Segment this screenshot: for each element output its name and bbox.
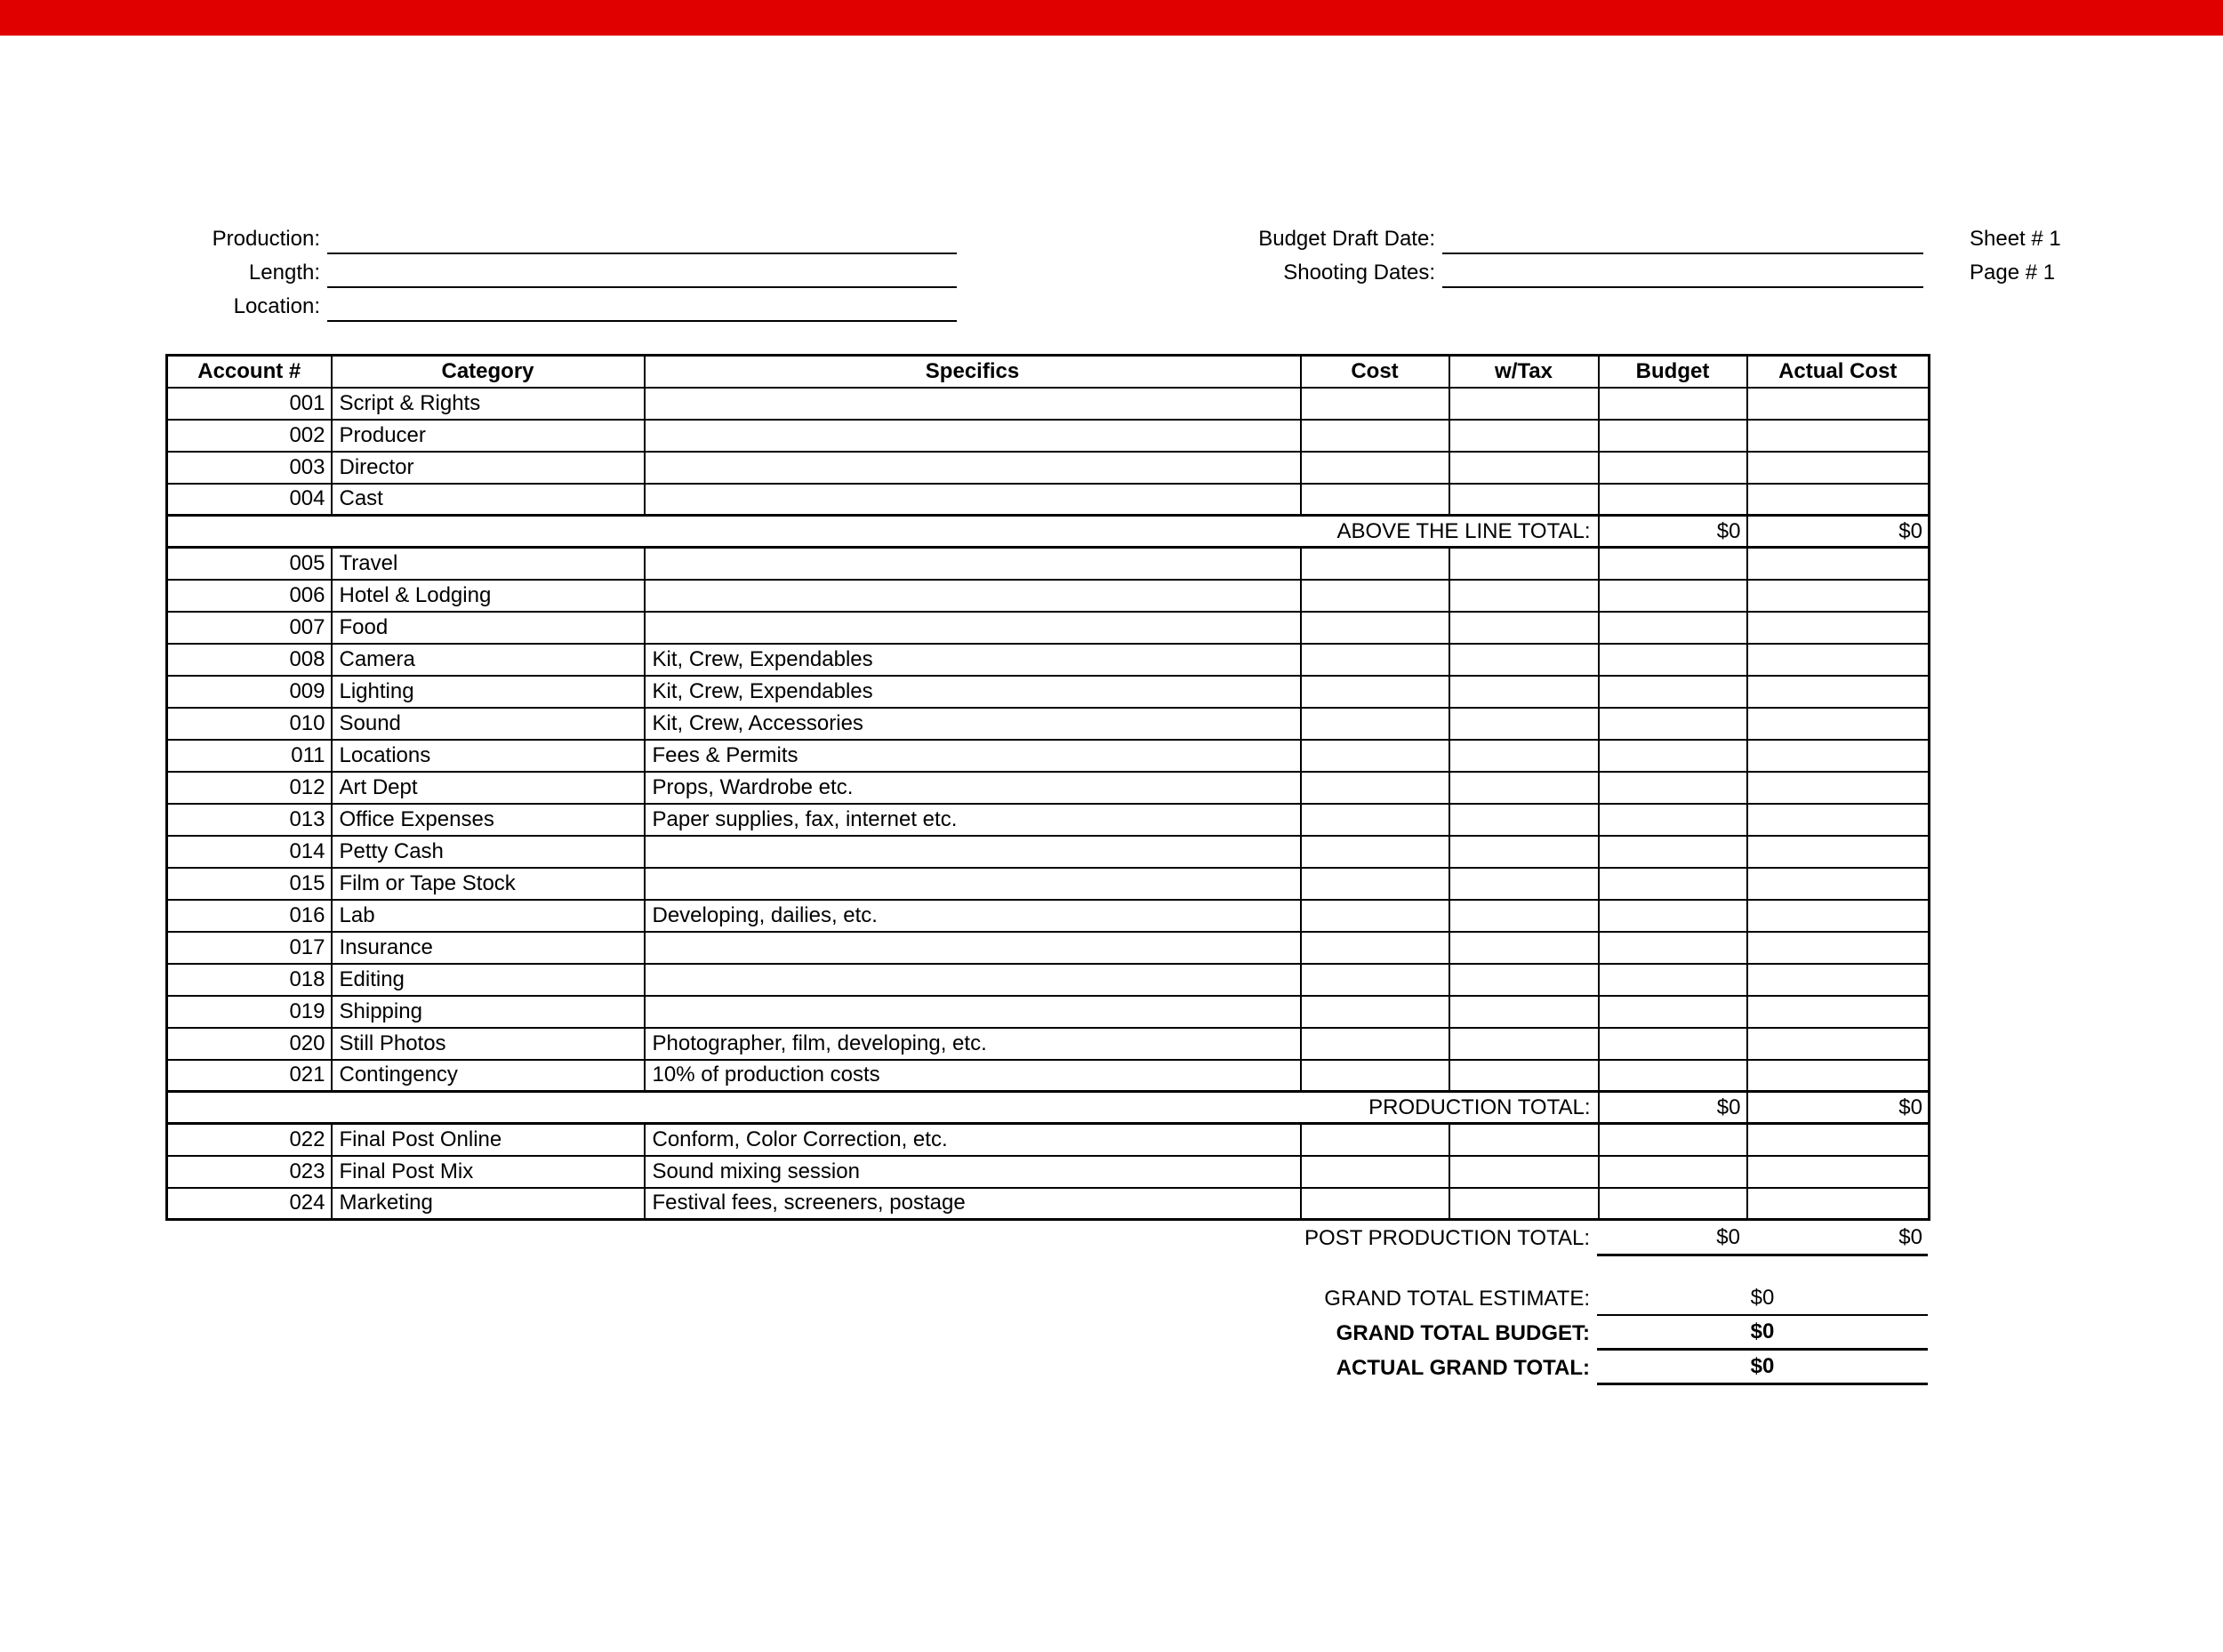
budget-cell[interactable]: [1599, 580, 1747, 612]
header-field-row: [187, 221, 957, 254]
cost-cell[interactable]: [1301, 868, 1449, 900]
budget-cell[interactable]: [1599, 964, 1747, 996]
specifics-cell: [645, 484, 1301, 516]
actual-cost-cell[interactable]: [1747, 964, 1930, 996]
budget-cell[interactable]: [1599, 772, 1747, 804]
account-cell: 009: [167, 676, 332, 708]
account-cell: 014: [167, 836, 332, 868]
field-value-line[interactable]: [1442, 260, 1923, 288]
specifics-cell: Props, Wardrobe etc.: [645, 772, 1301, 804]
field-label: Shooting Dates:: [1283, 261, 1435, 285]
column-header-actual-cost: Actual Cost: [1747, 356, 1930, 388]
category-cell: Food: [332, 612, 645, 644]
category-cell: Script & Rights: [332, 388, 645, 420]
table-row: [167, 388, 1930, 420]
cost-cell[interactable]: [1301, 388, 1449, 420]
actual-cost-cell[interactable]: [1747, 708, 1930, 740]
table-row: [167, 996, 1930, 1028]
budget-cell[interactable]: [1599, 1060, 1747, 1092]
wtax-cell[interactable]: [1449, 996, 1599, 1028]
actual-cost-cell[interactable]: [1747, 836, 1930, 868]
wtax-cell[interactable]: [1449, 452, 1599, 484]
budget-cell[interactable]: [1599, 1188, 1747, 1220]
budget-table: [165, 354, 1930, 1221]
wtax-cell[interactable]: [1449, 1188, 1599, 1220]
specifics-cell: Festival fees, screeners, postage: [645, 1188, 1301, 1220]
wtax-cell[interactable]: [1449, 740, 1599, 772]
budget-cell[interactable]: [1599, 452, 1747, 484]
category-cell: Lighting: [332, 676, 645, 708]
grand-total-row: [165, 1281, 1928, 1316]
table-row: [167, 676, 1930, 708]
cost-cell[interactable]: [1301, 900, 1449, 932]
cost-cell[interactable]: [1301, 1124, 1449, 1156]
field-value-line[interactable]: [327, 293, 957, 322]
category-cell: Petty Cash: [332, 836, 645, 868]
budget-cell[interactable]: [1599, 804, 1747, 836]
account-cell: 015: [167, 868, 332, 900]
table-row: [167, 964, 1930, 996]
table-row: [167, 1156, 1930, 1188]
table-row: [167, 932, 1930, 964]
budget-cell[interactable]: [1599, 676, 1747, 708]
cost-cell[interactable]: [1301, 548, 1449, 580]
budget-cell[interactable]: [1599, 932, 1747, 964]
table-row: [167, 804, 1930, 836]
wtax-cell[interactable]: [1449, 388, 1599, 420]
specifics-cell: Developing, dailies, etc.: [645, 900, 1301, 932]
category-cell: Travel: [332, 548, 645, 580]
cost-cell[interactable]: [1301, 996, 1449, 1028]
specifics-cell: [645, 452, 1301, 484]
account-cell: 001: [167, 388, 332, 420]
specifics-cell: [645, 420, 1301, 452]
account-cell: 002: [167, 420, 332, 452]
actual-cost-cell[interactable]: [1747, 1156, 1930, 1188]
header-right-fields: [1129, 221, 1923, 288]
actual-cost-cell[interactable]: [1747, 676, 1930, 708]
wtax-cell[interactable]: [1449, 612, 1599, 644]
account-cell: 016: [167, 900, 332, 932]
grand-total-value: $0: [1597, 1351, 1928, 1385]
table-row: [167, 612, 1930, 644]
category-cell: Office Expenses: [332, 804, 645, 836]
section-total-actual-value: $0: [1747, 516, 1930, 548]
actual-cost-cell[interactable]: [1747, 804, 1930, 836]
category-cell: Final Post Mix: [332, 1156, 645, 1188]
specifics-cell: Kit, Crew, Accessories: [645, 708, 1301, 740]
sheet-info: [1970, 221, 2061, 288]
cost-cell[interactable]: [1301, 612, 1449, 644]
column-header-category: Category: [332, 356, 645, 388]
cost-cell[interactable]: [1301, 1188, 1449, 1220]
category-cell: Contingency: [332, 1060, 645, 1092]
grand-total-row: [165, 1316, 1928, 1351]
actual-cost-cell[interactable]: [1747, 420, 1930, 452]
budget-cell[interactable]: [1599, 868, 1747, 900]
sheet-number: Sheet # 1: [1970, 227, 2061, 251]
category-cell: Art Dept: [332, 772, 645, 804]
grand-total-value: $0: [1597, 1316, 1928, 1351]
actual-cost-cell[interactable]: [1747, 1188, 1930, 1220]
account-cell: 013: [167, 804, 332, 836]
table-row: [167, 1060, 1930, 1092]
actual-cost-cell[interactable]: [1747, 452, 1930, 484]
category-cell: Film or Tape Stock: [332, 868, 645, 900]
table-body: [167, 388, 1930, 1220]
header-left-fields: [187, 221, 957, 322]
specifics-cell: Sound mixing session: [645, 1156, 1301, 1188]
column-header-specifics: Specifics: [645, 356, 1301, 388]
table-row: [167, 580, 1930, 612]
wtax-cell[interactable]: [1449, 964, 1599, 996]
budget-cell[interactable]: [1599, 1156, 1747, 1188]
table-row: [167, 1124, 1930, 1156]
budget-cell[interactable]: [1599, 996, 1747, 1028]
budget-cell[interactable]: [1599, 708, 1747, 740]
table-row: [167, 420, 1930, 452]
specifics-cell: Kit, Crew, Expendables: [645, 644, 1301, 676]
table-row: [167, 868, 1930, 900]
actual-cost-cell[interactable]: [1747, 580, 1930, 612]
actual-cost-cell[interactable]: [1747, 612, 1930, 644]
cost-cell[interactable]: [1301, 1028, 1449, 1060]
wtax-cell[interactable]: [1449, 484, 1599, 516]
budget-cell[interactable]: [1599, 740, 1747, 772]
wtax-cell[interactable]: [1449, 676, 1599, 708]
cost-cell[interactable]: [1301, 836, 1449, 868]
specifics-cell: [645, 868, 1301, 900]
actual-cost-cell[interactable]: [1747, 932, 1930, 964]
field-label: Length:: [248, 261, 320, 285]
grand-total-label: ACTUAL GRAND TOTAL:: [1336, 1355, 1590, 1380]
cost-cell[interactable]: [1301, 708, 1449, 740]
cost-cell[interactable]: [1301, 484, 1449, 516]
table-row: [167, 452, 1930, 484]
wtax-cell[interactable]: [1449, 708, 1599, 740]
field-label: Budget Draft Date:: [1258, 227, 1435, 251]
budget-cell[interactable]: [1599, 1124, 1747, 1156]
cost-cell[interactable]: [1301, 772, 1449, 804]
specifics-cell: 10% of production costs: [645, 1060, 1301, 1092]
actual-cost-cell[interactable]: [1747, 644, 1930, 676]
header-field-row: [187, 254, 957, 288]
cost-cell[interactable]: [1301, 740, 1449, 772]
table-row: [167, 644, 1930, 676]
category-cell: Lab: [332, 900, 645, 932]
budget-cell[interactable]: [1599, 836, 1747, 868]
wtax-cell[interactable]: [1449, 1060, 1599, 1092]
cost-cell[interactable]: [1301, 932, 1449, 964]
account-cell: 003: [167, 452, 332, 484]
cost-cell[interactable]: [1301, 420, 1449, 452]
actual-cost-cell[interactable]: [1747, 868, 1930, 900]
grand-total-label: GRAND TOTAL ESTIMATE:: [1324, 1286, 1590, 1311]
actual-cost-cell[interactable]: [1747, 548, 1930, 580]
account-cell: 007: [167, 612, 332, 644]
field-label: Location:: [233, 294, 320, 318]
wtax-cell[interactable]: [1449, 580, 1599, 612]
header-field-row: [1129, 254, 1923, 288]
account-cell: 008: [167, 644, 332, 676]
actual-cost-cell[interactable]: [1747, 1124, 1930, 1156]
section-total-label: ABOVE THE LINE TOTAL:: [167, 516, 1599, 548]
category-cell: Marketing: [332, 1188, 645, 1220]
account-cell: 012: [167, 772, 332, 804]
field-value-line[interactable]: [327, 226, 957, 254]
actual-cost-cell[interactable]: [1747, 388, 1930, 420]
budget-cell[interactable]: [1599, 612, 1747, 644]
budget-cell[interactable]: [1599, 548, 1747, 580]
wtax-cell[interactable]: [1449, 548, 1599, 580]
account-cell: 019: [167, 996, 332, 1028]
specifics-cell: Conform, Color Correction, etc.: [645, 1124, 1301, 1156]
column-header-account: Account #: [167, 356, 332, 388]
specifics-cell: Photographer, film, developing, etc.: [645, 1028, 1301, 1060]
section-total-actual-value: $0: [1745, 1221, 1928, 1256]
account-cell: 017: [167, 932, 332, 964]
account-cell: 022: [167, 1124, 332, 1156]
specifics-cell: Paper supplies, fax, internet etc.: [645, 804, 1301, 836]
wtax-cell[interactable]: [1449, 420, 1599, 452]
table-row: [167, 1028, 1930, 1060]
category-cell: Camera: [332, 644, 645, 676]
section-total-budget-value: $0: [1599, 516, 1747, 548]
top-red-bar: [0, 0, 2223, 36]
cost-cell[interactable]: [1301, 1156, 1449, 1188]
grand-total-label: GRAND TOTAL BUDGET:: [1336, 1320, 1590, 1345]
wtax-cell[interactable]: [1449, 804, 1599, 836]
cost-cell[interactable]: [1301, 452, 1449, 484]
budget-cell[interactable]: [1599, 420, 1747, 452]
specifics-cell: [645, 612, 1301, 644]
actual-cost-cell[interactable]: [1747, 484, 1930, 516]
account-cell: 018: [167, 964, 332, 996]
cost-cell[interactable]: [1301, 644, 1449, 676]
cost-cell[interactable]: [1301, 964, 1449, 996]
specifics-cell: [645, 964, 1301, 996]
category-cell: Sound: [332, 708, 645, 740]
section-total-row: [167, 1092, 1930, 1124]
grand-total-row: [165, 1351, 1928, 1385]
account-cell: 021: [167, 1060, 332, 1092]
specifics-cell: [645, 580, 1301, 612]
field-label: Production:: [212, 227, 320, 251]
category-cell: Director: [332, 452, 645, 484]
table-row: [167, 900, 1930, 932]
account-cell: 024: [167, 1188, 332, 1220]
budget-cell[interactable]: [1599, 644, 1747, 676]
cost-cell[interactable]: [1301, 1060, 1449, 1092]
account-cell: 004: [167, 484, 332, 516]
category-cell: Final Post Online: [332, 1124, 645, 1156]
wtax-cell[interactable]: [1449, 1156, 1599, 1188]
table-row: [167, 708, 1930, 740]
wtax-cell[interactable]: [1449, 1028, 1599, 1060]
account-cell: 011: [167, 740, 332, 772]
account-cell: 010: [167, 708, 332, 740]
specifics-cell: [645, 388, 1301, 420]
table-row: [167, 1188, 1930, 1220]
category-cell: Editing: [332, 964, 645, 996]
budget-cell[interactable]: [1599, 388, 1747, 420]
section-total-actual-value: $0: [1747, 1092, 1930, 1124]
wtax-cell[interactable]: [1449, 836, 1599, 868]
section-total-budget-value: $0: [1597, 1221, 1745, 1256]
field-value-line[interactable]: [327, 260, 957, 288]
wtax-cell[interactable]: [1449, 644, 1599, 676]
wtax-cell[interactable]: [1449, 900, 1599, 932]
page-number: Page # 1: [1970, 261, 2056, 285]
account-cell: 005: [167, 548, 332, 580]
field-value-line[interactable]: [1442, 226, 1923, 254]
category-cell: Insurance: [332, 932, 645, 964]
budget-content: [165, 354, 1928, 1385]
table-row: [167, 836, 1930, 868]
section-total-label: PRODUCTION TOTAL:: [167, 1092, 1599, 1124]
account-cell: 023: [167, 1156, 332, 1188]
header-field-row: [1129, 221, 1923, 254]
wtax-cell[interactable]: [1449, 772, 1599, 804]
budget-cell[interactable]: [1599, 484, 1747, 516]
column-header-wtax: w/Tax: [1449, 356, 1599, 388]
account-cell: 020: [167, 1028, 332, 1060]
category-cell: Producer: [332, 420, 645, 452]
category-cell: Cast: [332, 484, 645, 516]
grand-totals: [165, 1281, 1928, 1385]
table-header: [167, 356, 1930, 388]
header-row: [167, 356, 1930, 388]
account-cell: 006: [167, 580, 332, 612]
specifics-cell: [645, 548, 1301, 580]
cost-cell[interactable]: [1301, 580, 1449, 612]
budget-cell[interactable]: [1599, 900, 1747, 932]
wtax-cell[interactable]: [1449, 868, 1599, 900]
section-total-row: [167, 516, 1930, 548]
category-cell: Hotel & Lodging: [332, 580, 645, 612]
budget-cell[interactable]: [1599, 1028, 1747, 1060]
actual-cost-cell[interactable]: [1747, 1060, 1930, 1092]
specifics-cell: [645, 932, 1301, 964]
cost-cell[interactable]: [1301, 676, 1449, 708]
wtax-cell[interactable]: [1449, 1124, 1599, 1156]
actual-cost-cell[interactable]: [1747, 740, 1930, 772]
category-cell: Shipping: [332, 996, 645, 1028]
category-cell: Locations: [332, 740, 645, 772]
actual-cost-cell[interactable]: [1747, 1028, 1930, 1060]
specifics-cell: Fees & Permits: [645, 740, 1301, 772]
specifics-cell: [645, 836, 1301, 868]
table-row: [167, 740, 1930, 772]
table-row: [167, 772, 1930, 804]
column-header-cost: Cost: [1301, 356, 1449, 388]
specifics-cell: Kit, Crew, Expendables: [645, 676, 1301, 708]
actual-cost-cell[interactable]: [1747, 996, 1930, 1028]
post-production-total: [165, 1221, 1928, 1256]
header-field-row: [187, 288, 957, 322]
actual-cost-cell[interactable]: [1747, 900, 1930, 932]
column-header-budget: Budget: [1599, 356, 1747, 388]
actual-cost-cell[interactable]: [1747, 772, 1930, 804]
grand-total-value: $0: [1597, 1281, 1928, 1316]
cost-cell[interactable]: [1301, 804, 1449, 836]
table-row: [167, 548, 1930, 580]
section-total-label: POST PRODUCTION TOTAL:: [1304, 1226, 1590, 1250]
category-cell: Still Photos: [332, 1028, 645, 1060]
wtax-cell[interactable]: [1449, 932, 1599, 964]
section-total-budget-value: $0: [1599, 1092, 1747, 1124]
specifics-cell: [645, 996, 1301, 1028]
table-row: [167, 484, 1930, 516]
